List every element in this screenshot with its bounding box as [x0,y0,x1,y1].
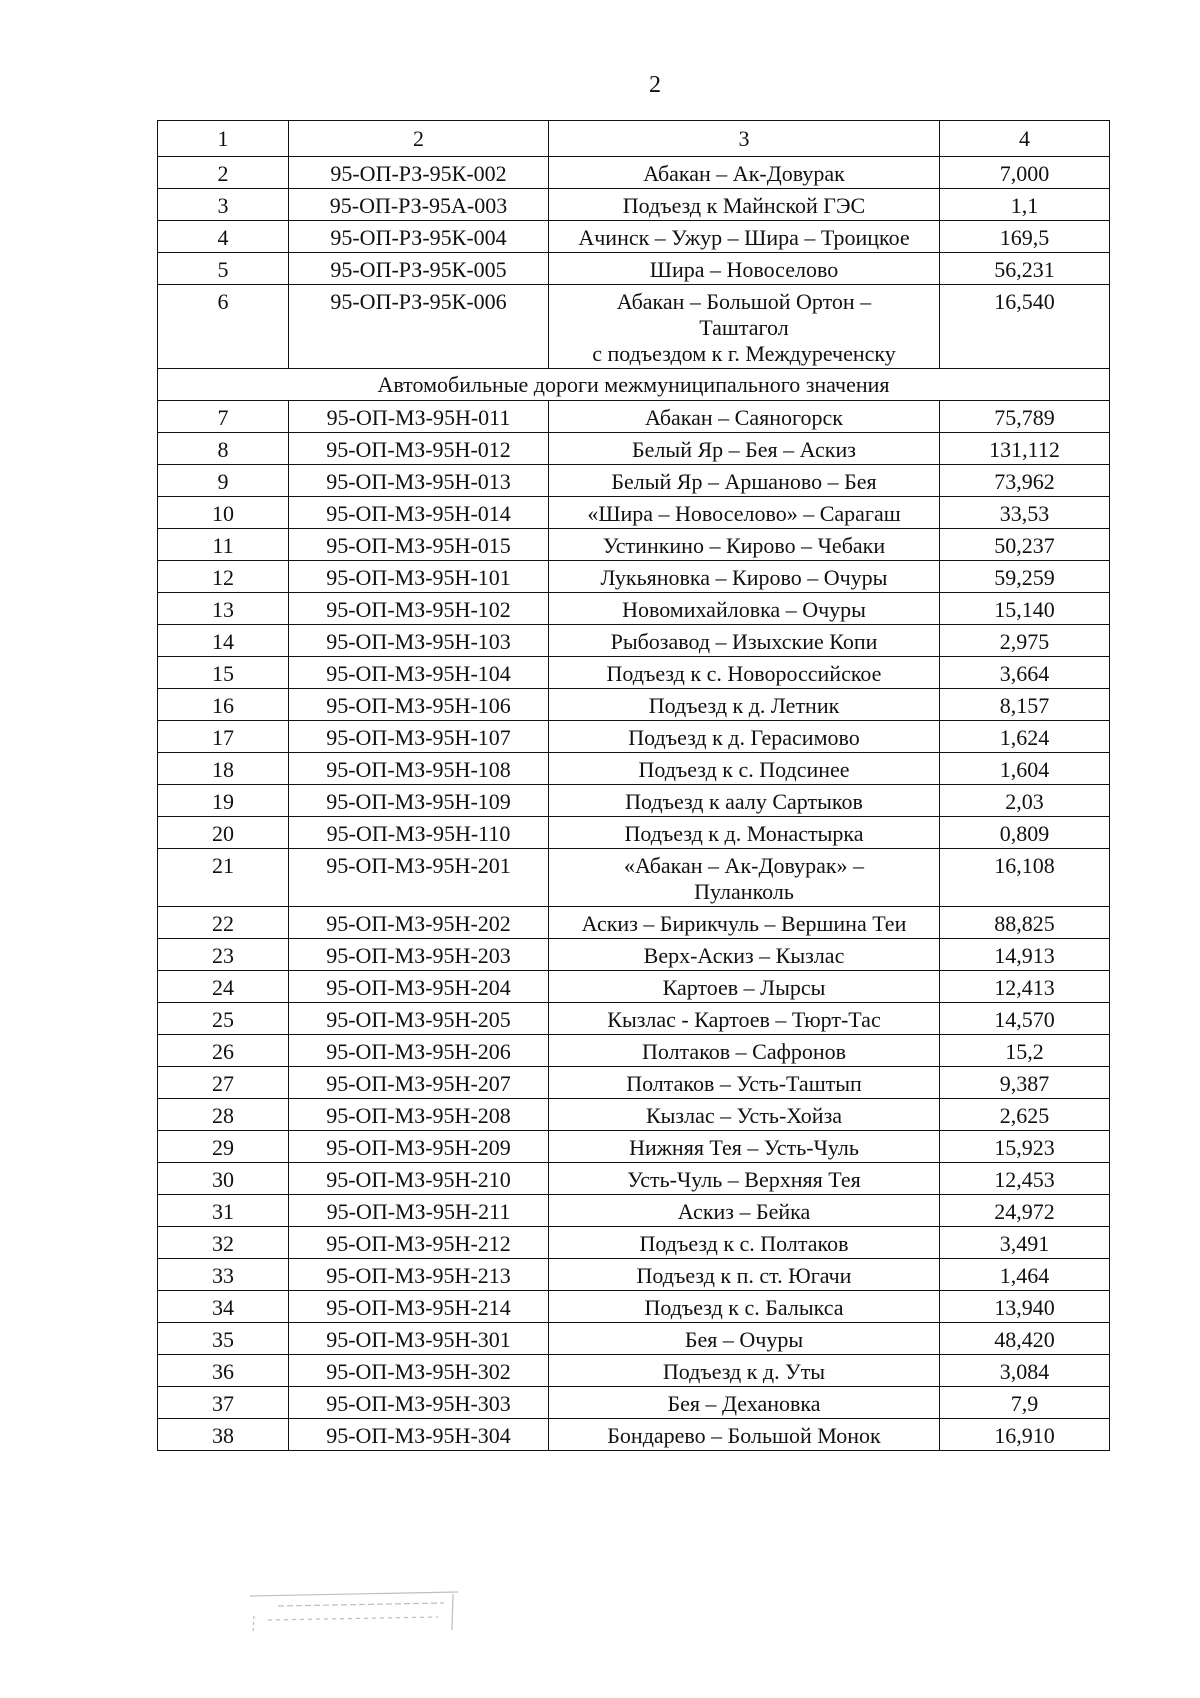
road-code-cell: 95-ОП-МЗ-95Н-014 [289,497,549,529]
table-row [158,593,1110,625]
row-number-cell: 7 [158,401,289,433]
table-row [158,433,1110,465]
roads-table-body [158,121,1110,1451]
row-number-cell: 20 [158,817,289,849]
table-row [158,785,1110,817]
road-length-cell: 16,910 [940,1419,1110,1451]
road-length-cell: 73,962 [940,465,1110,497]
table-row [158,1067,1110,1099]
road-length-cell: 2,625 [940,1099,1110,1131]
road-name-cell: Шира – Новоселово [549,253,940,285]
roads-table [157,120,1110,1451]
road-length-cell: 7,9 [940,1387,1110,1419]
road-length-cell: 88,825 [940,907,1110,939]
table-row [158,1387,1110,1419]
road-name-cell: Аскиз – Бирикчуль – Вершина Теи [549,907,940,939]
road-code-cell: 95-ОП-МЗ-95Н-207 [289,1067,549,1099]
row-number-cell: 2 [158,157,289,189]
road-length-cell: 50,237 [940,529,1110,561]
road-code-cell: 95-ОП-МЗ-95Н-015 [289,529,549,561]
row-number-cell: 26 [158,1035,289,1067]
table-row [158,221,1110,253]
table-row [158,971,1110,1003]
road-length-cell: 16,540 [940,285,1110,369]
road-length-cell: 1,624 [940,721,1110,753]
road-name-cell: Подъезд к п. ст. Югачи [549,1259,940,1291]
road-code-cell: 95-ОП-МЗ-95Н-208 [289,1099,549,1131]
road-length-cell: 3,664 [940,657,1110,689]
road-length-cell: 131,112 [940,433,1110,465]
road-length-cell: 3,491 [940,1227,1110,1259]
road-name-cell: Подъезд к аалу Сартыков [549,785,940,817]
road-length-cell: 13,940 [940,1291,1110,1323]
row-number-cell: 11 [158,529,289,561]
table-row [158,1035,1110,1067]
row-number-cell: 34 [158,1291,289,1323]
table-row [158,189,1110,221]
road-code-cell: 95-ОП-МЗ-95Н-011 [289,401,549,433]
road-code-cell: 95-ОП-МЗ-95Н-304 [289,1419,549,1451]
road-code-cell: 95-ОП-МЗ-95Н-103 [289,625,549,657]
road-code-cell: 95-ОП-МЗ-95Н-203 [289,939,549,971]
road-code-cell: 95-ОП-МЗ-95Н-110 [289,817,549,849]
table-row [158,1259,1110,1291]
row-number-cell: 16 [158,689,289,721]
row-number-cell: 23 [158,939,289,971]
table-row [158,1099,1110,1131]
road-length-cell: 9,387 [940,1067,1110,1099]
road-code-cell: 95-ОП-МЗ-95Н-201 [289,849,549,907]
road-name-cell: Абакан – Ак-Довурак [549,157,940,189]
table-row [158,1003,1110,1035]
road-name-cell: «Абакан – Ак-Довурак» – Пуланколь [549,849,940,907]
row-number-cell: 22 [158,907,289,939]
road-code-cell: 95-ОП-МЗ-95Н-210 [289,1163,549,1195]
road-length-cell: 1,464 [940,1259,1110,1291]
row-number-cell: 37 [158,1387,289,1419]
row-number-cell: 10 [158,497,289,529]
row-number-cell: 33 [158,1259,289,1291]
faded-stamp [248,1590,468,1638]
road-name-cell: Бея – Дехановка [549,1387,940,1419]
road-name-cell: Верх-Аскиз – Кызлас [549,939,940,971]
road-name-cell: Ачинск – Ужур – Шира – Троицкое [549,221,940,253]
table-row [158,625,1110,657]
table-row [158,1227,1110,1259]
row-number-cell: 12 [158,561,289,593]
road-code-cell: 95-ОП-МЗ-95Н-107 [289,721,549,753]
row-number-cell: 31 [158,1195,289,1227]
table-row [158,939,1110,971]
table-row [158,1291,1110,1323]
row-number-cell: 32 [158,1227,289,1259]
road-length-cell: 2,975 [940,625,1110,657]
road-name-cell: Полтаков – Усть-Таштып [549,1067,940,1099]
road-code-cell: 95-ОП-МЗ-95Н-302 [289,1355,549,1387]
row-number-cell: 38 [158,1419,289,1451]
road-code-cell: 95-ОП-МЗ-95Н-204 [289,971,549,1003]
road-name-cell: Кызлас - Картоев – Тюрт-Тас [549,1003,940,1035]
road-name-cell: Белый Яр – Аршаново – Бея [549,465,940,497]
row-number-cell: 21 [158,849,289,907]
road-name-cell: Рыбозавод – Изыхские Копи [549,625,940,657]
table-row [158,907,1110,939]
table-row [158,529,1110,561]
row-number-cell: 5 [158,253,289,285]
road-length-cell: 2,03 [940,785,1110,817]
road-length-cell: 33,53 [940,497,1110,529]
row-number-cell: 3 [158,189,289,221]
table-row [158,689,1110,721]
road-code-cell: 95-ОП-МЗ-95Н-213 [289,1259,549,1291]
road-name-cell: Усть-Чуль – Верхняя Тея [549,1163,940,1195]
header-cell-code: 2 [289,121,549,157]
road-name-cell: Бея – Очуры [549,1323,940,1355]
header-cell-number: 1 [158,121,289,157]
road-code-cell: 95-ОП-МЗ-95Н-109 [289,785,549,817]
road-name-cell: Подъезд к д. Герасимово [549,721,940,753]
road-code-cell: 95-ОП-МЗ-95Н-209 [289,1131,549,1163]
road-name-cell: Подъезд к д. Монастырка [549,817,940,849]
row-number-cell: 4 [158,221,289,253]
road-code-cell: 95-ОП-МЗ-95Н-205 [289,1003,549,1035]
road-code-cell: 95-ОП-МЗ-95Н-301 [289,1323,549,1355]
road-name-cell: Полтаков – Сафронов [549,1035,940,1067]
road-length-cell: 1,1 [940,189,1110,221]
road-name-cell: Абакан – Саяногорск [549,401,940,433]
road-length-cell: 56,231 [940,253,1110,285]
road-code-cell: 95-ОП-РЗ-95К-002 [289,157,549,189]
road-name-cell: Подъезд к д. Уты [549,1355,940,1387]
road-name-cell: «Шира – Новоселово» – Сарагаш [549,497,940,529]
table-row [158,561,1110,593]
road-length-cell: 59,259 [940,561,1110,593]
road-length-cell: 15,2 [940,1035,1110,1067]
row-number-cell: 19 [158,785,289,817]
road-code-cell: 95-ОП-МЗ-95Н-102 [289,593,549,625]
road-length-cell: 169,5 [940,221,1110,253]
road-length-cell: 14,570 [940,1003,1110,1035]
road-code-cell: 95-ОП-МЗ-95Н-101 [289,561,549,593]
road-name-cell: Подъезд к с. Новороссийское [549,657,940,689]
row-number-cell: 8 [158,433,289,465]
row-number-cell: 29 [158,1131,289,1163]
table-row [158,721,1110,753]
road-name-cell: Подъезд к с. Полтаков [549,1227,940,1259]
row-number-cell: 27 [158,1067,289,1099]
road-name-cell: Лукьяновка – Кирово – Очуры [549,561,940,593]
table-row [158,157,1110,189]
road-length-cell: 0,809 [940,817,1110,849]
table-row [158,753,1110,785]
road-code-cell: 95-ОП-РЗ-95А-003 [289,189,549,221]
road-length-cell: 14,913 [940,939,1110,971]
road-code-cell: 95-ОП-МЗ-95Н-013 [289,465,549,497]
header-cell-name: 3 [549,121,940,157]
road-length-cell: 24,972 [940,1195,1110,1227]
road-name-cell: Картоев – Лырсы [549,971,940,1003]
row-number-cell: 6 [158,285,289,369]
road-name-cell: Подъезд к с. Подсинее [549,753,940,785]
road-length-cell: 7,000 [940,157,1110,189]
road-name-cell: Абакан – Большой Ортон – Таштагол с подъездом к г. Междуреченску [549,285,940,369]
table-row [158,817,1110,849]
header-cell-length: 4 [940,121,1110,157]
road-name-cell: Кызлас – Усть-Хойза [549,1099,940,1131]
table-row [158,1355,1110,1387]
table-row [158,285,1110,369]
road-code-cell: 95-ОП-МЗ-95Н-104 [289,657,549,689]
road-code-cell: 95-ОП-МЗ-95Н-212 [289,1227,549,1259]
row-number-cell: 15 [158,657,289,689]
road-code-cell: 95-ОП-МЗ-95Н-206 [289,1035,549,1067]
page-number: 2 [649,72,661,98]
row-number-cell: 35 [158,1323,289,1355]
road-name-cell: Новомихайловка – Очуры [549,593,940,625]
row-number-cell: 18 [158,753,289,785]
table-row [158,497,1110,529]
table-row [158,1419,1110,1451]
table-row [158,253,1110,285]
row-number-cell: 13 [158,593,289,625]
row-number-cell: 17 [158,721,289,753]
table-row [158,1195,1110,1227]
table-header-row [158,121,1110,157]
section-header-row [158,369,1110,401]
road-length-cell: 48,420 [940,1323,1110,1355]
road-name-cell: Устинкино – Кирово – Чебаки [549,529,940,561]
table-row [158,465,1110,497]
road-code-cell: 95-ОП-МЗ-95Н-211 [289,1195,549,1227]
table-row [158,1131,1110,1163]
road-name-cell: Нижняя Тея – Усть-Чуль [549,1131,940,1163]
road-length-cell: 16,108 [940,849,1110,907]
table-row [158,1163,1110,1195]
section-title: Автомобильные дороги межмуниципального значения [158,369,1110,401]
road-code-cell: 95-ОП-МЗ-95Н-303 [289,1387,549,1419]
road-name-cell: Подъезд к Майнской ГЭС [549,189,940,221]
road-code-cell: 95-ОП-РЗ-95К-004 [289,221,549,253]
road-length-cell: 15,923 [940,1131,1110,1163]
table-row [158,657,1110,689]
road-code-cell: 95-ОП-МЗ-95Н-214 [289,1291,549,1323]
road-name-cell: Подъезд к с. Балыкса [549,1291,940,1323]
road-name-cell: Аскиз – Бейка [549,1195,940,1227]
road-name-cell: Бондарево – Большой Монок [549,1419,940,1451]
road-length-cell: 3,084 [940,1355,1110,1387]
table-row [158,401,1110,433]
road-length-cell: 12,453 [940,1163,1110,1195]
road-code-cell: 95-ОП-МЗ-95Н-202 [289,907,549,939]
road-code-cell: 95-ОП-МЗ-95Н-012 [289,433,549,465]
road-length-cell: 8,157 [940,689,1110,721]
road-name-cell: Белый Яр – Бея – Аскиз [549,433,940,465]
row-number-cell: 25 [158,1003,289,1035]
road-length-cell: 12,413 [940,971,1110,1003]
road-length-cell: 15,140 [940,593,1110,625]
table-row [158,849,1110,907]
road-length-cell: 1,604 [940,753,1110,785]
road-code-cell: 95-ОП-МЗ-95Н-106 [289,689,549,721]
table-row [158,1323,1110,1355]
row-number-cell: 28 [158,1099,289,1131]
road-code-cell: 95-ОП-РЗ-95К-005 [289,253,549,285]
row-number-cell: 24 [158,971,289,1003]
road-code-cell: 95-ОП-РЗ-95К-006 [289,285,549,369]
row-number-cell: 9 [158,465,289,497]
row-number-cell: 30 [158,1163,289,1195]
road-length-cell: 75,789 [940,401,1110,433]
row-number-cell: 36 [158,1355,289,1387]
row-number-cell: 14 [158,625,289,657]
road-code-cell: 95-ОП-МЗ-95Н-108 [289,753,549,785]
road-name-cell: Подъезд к д. Летник [549,689,940,721]
